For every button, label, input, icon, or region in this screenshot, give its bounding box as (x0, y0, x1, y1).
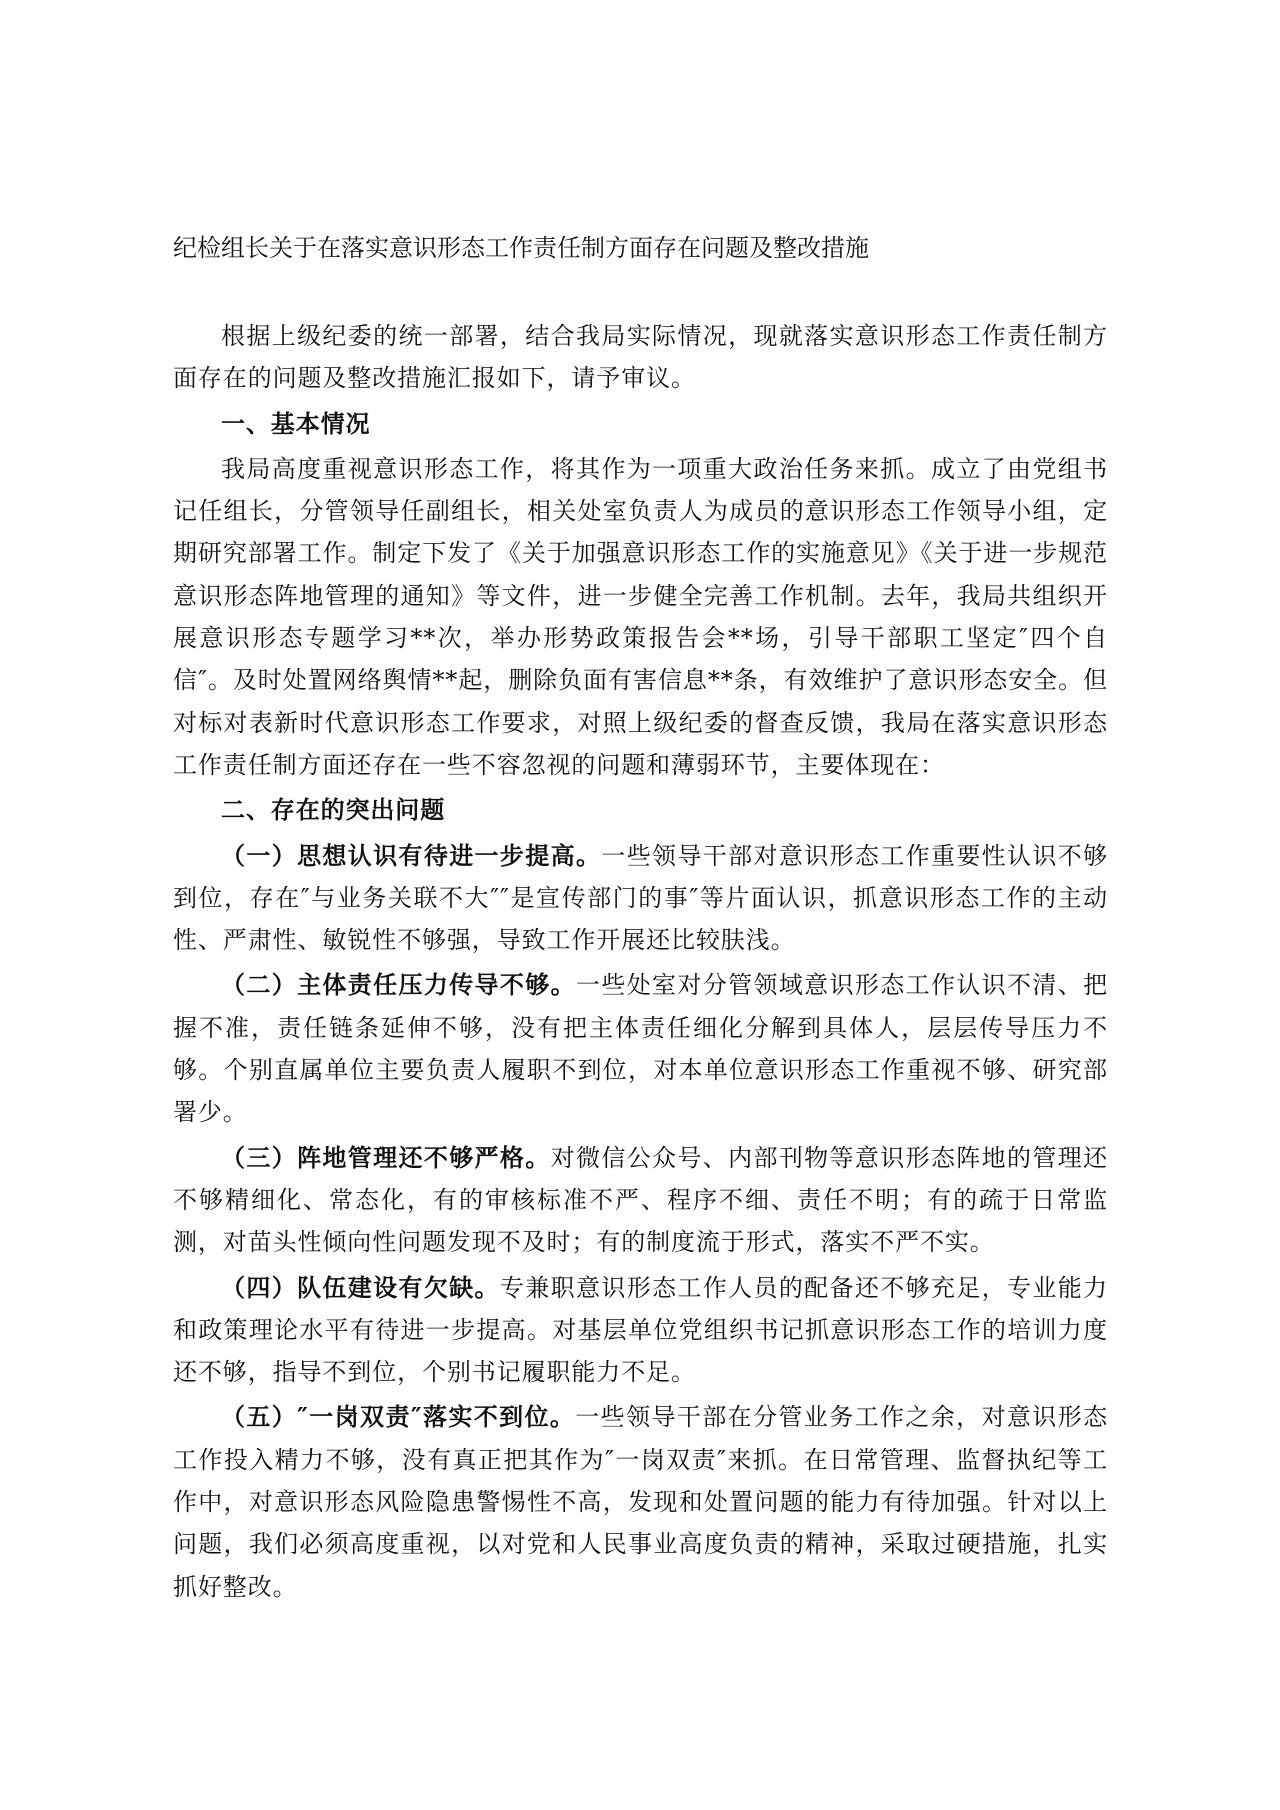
issue-item-4-text: 专兼职意识形态工作人员的配备还不够充足，专业能力和政策理论水平有待进一步提高。对基层单位党组织书记抓意识形态工作的培训力度还不够，指导不到位，个别书记履职能力不足。 (173, 1273, 1108, 1387)
issue-item-3-text: 对微信公众号、内部刊物等意识形态阵地的管理还不够精细化、常态化，有的审核标准不严、程序不细、责任不明；有的疏于日常监测，对苗头性倾向性问题发现不及时；有的制度流于形式，落实不严不实。 (173, 1143, 1108, 1257)
issue-item-5-text: 一些领导干部在分管业务工作之余，对意识形态工作投入精力不够，没有真正把其作为″一岗双责″来抓。在日常管理、监督执纪等工作中，对意识形态风险隐患警惕性不高，发现和处置问题的能力有待加强。针对以上问题，我们必须高度重视，以对党和人民事业高度负责的精神，采取过硬措施，扎实抓好整改。 (173, 1403, 1108, 1601)
document-body (173, 315, 1108, 1611)
intro-paragraph: 根据上级纪委的统一部署，结合我局实际情况，现就落实意识形态工作责任制方面存在的问题及整改措施汇报如下，请予审议。 (173, 322, 1108, 393)
document-title: 纪检组长关于在落实意识形态工作责任制方面存在问题及整改措施 (173, 234, 869, 262)
issue-item-3 (173, 1137, 1108, 1264)
issue-item-3-lead: （三）阵地管理还不够严格。 (221, 1142, 551, 1172)
issue-item-5-lead: （五）″一岗双责″落实不到位。 (221, 1402, 576, 1432)
issue-item-2 (173, 964, 1108, 1133)
issue-item-1-text: 一些领导干部对意识形态工作重要性认识不够到位，存在″与业务关联不大″″是宣传部门的事″等片面认识，抓意识形态工作的主动性、严肃性、敏锐性不够强，导致工作开展还比较肤浅。 (173, 841, 1109, 955)
issue-item-1 (173, 835, 1108, 962)
section2-heading: 二、存在的突出问题 (221, 795, 446, 825)
issue-item-5 (173, 1396, 1108, 1607)
section1-paragraph: 我局高度重视意识形态工作，将其作为一项重大政治任务来抓。成立了由党组书记任组长，分管领导任副组长，相关处室负责人为成员的意识形态工作领导小组，定期研究部署工作。制定下发了《关于加强意识形态工作的实施意见》《关于进一步规范意识形态阵地管理的通知》等文件，进一步健全完善工作机制。去年，我局共组织开展意识形态专题学习**次，举办形势政策报告会**场，引导干部职工坚定″四个自信″。及时处置网络舆情**起，删除负面有害信息**条，有效维护了意识形态安全。但对标对表新时代意识形态工作要求，对照上级纪委的督查反馈，我局在落实意识形态工作责任制方面还存在一些不容忽视的问题和薄弱环节，主要体现在： (173, 454, 1108, 779)
section1-heading: 一、基本情况 (221, 408, 371, 438)
issue-item-1-lead: （一）思想认识有待进一步提高。 (221, 840, 602, 870)
issue-item-2-text: 一些处室对分管领域意识形态工作认识不清、把握不准，责任链条延伸不够，没有把主体责任细化分解到具体人，层层传导压力不够。个别直属单位主要负责人履职不到位，对本单位意识形态工作重视不够、研究部署少。 (173, 971, 1108, 1127)
issue-item-4-lead: （四）队伍建设有欠缺。 (221, 1272, 500, 1302)
issue-item-2-lead: （二）主体责任压力传导不够。 (221, 970, 576, 1000)
issue-item-4 (173, 1267, 1108, 1394)
